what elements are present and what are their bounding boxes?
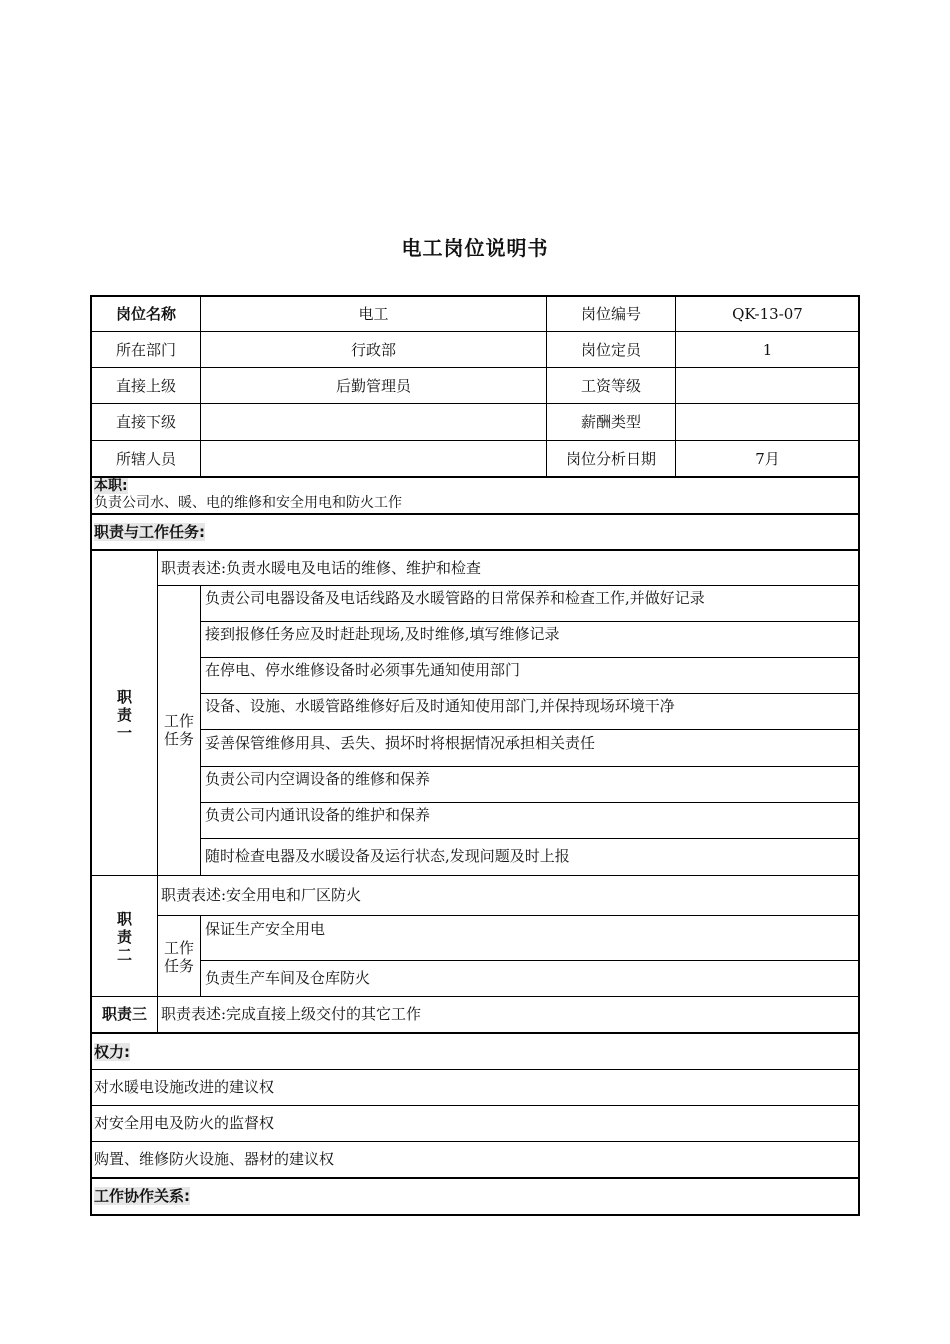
duty1-task-label: 工作 任务 (163, 712, 194, 748)
authority-item-3: 购置、维修防火设施、器材的建议权 (94, 1150, 335, 1168)
value-department: 行政部 (350, 341, 396, 359)
value-direct-superior: 后勤管理员 (335, 377, 411, 395)
duty2-label: 职 责 二 (116, 910, 132, 964)
label-job-name: 岗位名称 (115, 305, 176, 323)
value-headcount: 1 (762, 341, 773, 359)
label-salary-grade: 工资等级 (580, 377, 641, 395)
authority-header: 权力: (94, 1043, 130, 1061)
duty1-task-4: 设备、设施、水暖管路维修好后及时通知使用部门,并保持现场环境干净 (205, 697, 675, 715)
value-job-code: QK-13-07 (732, 305, 803, 323)
work-relations-header: 工作协作关系: (94, 1187, 190, 1205)
label-pay-type: 薪酬类型 (580, 413, 641, 431)
duty3-label: 职责三 (101, 1005, 147, 1023)
duty1-task-7: 负责公司内通讯设备的维护和保养 (205, 806, 431, 824)
duty2-task-label: 工作 任务 (163, 939, 194, 975)
duty1-task-3: 在停电、停水维修设备时必须事先通知使用部门 (205, 661, 521, 679)
core-duty-label: 本职: (94, 478, 128, 494)
duty2-task-2: 负责生产车间及仓库防火 (205, 969, 371, 987)
value-analysis-date: 7月 (755, 450, 780, 468)
duty2-description: 职责表述:安全用电和厂区防火 (161, 886, 362, 904)
duty1-task-5: 妥善保管维修用具、丢失、损坏时将根据情况承担相关责任 (205, 734, 596, 752)
label-job-code: 岗位编号 (580, 305, 641, 323)
label-staff-managed: 所辖人员 (115, 450, 176, 468)
duty1-task-6: 负责公司内空调设备的维修和保养 (205, 770, 431, 788)
duty2-task-1: 保证生产安全用电 (205, 920, 326, 938)
label-headcount: 岗位定员 (580, 341, 641, 359)
label-department: 所在部门 (115, 341, 176, 359)
duty1-task-1: 负责公司电器设备及电话线路及水暖管路的日常保养和检查工作,并做好记录 (205, 589, 705, 607)
duty1-label: 职 责 一 (116, 688, 132, 742)
core-duty-text: 负责公司水、暖、电的维修和安全用电和防火工作 (94, 495, 402, 511)
value-job-name: 电工 (358, 305, 389, 323)
duty3-description: 职责表述:完成直接上级交付的其它工作 (161, 1005, 422, 1023)
label-direct-superior: 直接上级 (115, 377, 176, 395)
duty1-task-8: 随时检查电器及水暖设备及运行状态,发现问题及时上报 (205, 847, 570, 865)
duty1-description: 职责表述:负责水暖电及电话的维修、维护和检查 (161, 559, 482, 577)
duties-header: 职责与工作任务: (94, 523, 205, 541)
label-analysis-date: 岗位分析日期 (565, 450, 656, 468)
document-title: 电工岗位说明书 (401, 236, 549, 260)
authority-item-2: 对安全用电及防火的监督权 (94, 1114, 275, 1132)
authority-item-1: 对水暖电设施改进的建议权 (94, 1078, 275, 1096)
label-direct-subordinate: 直接下级 (115, 413, 176, 431)
duty1-task-2: 接到报修任务应及时赶赴现场,及时维修,填写维修记录 (205, 625, 560, 643)
